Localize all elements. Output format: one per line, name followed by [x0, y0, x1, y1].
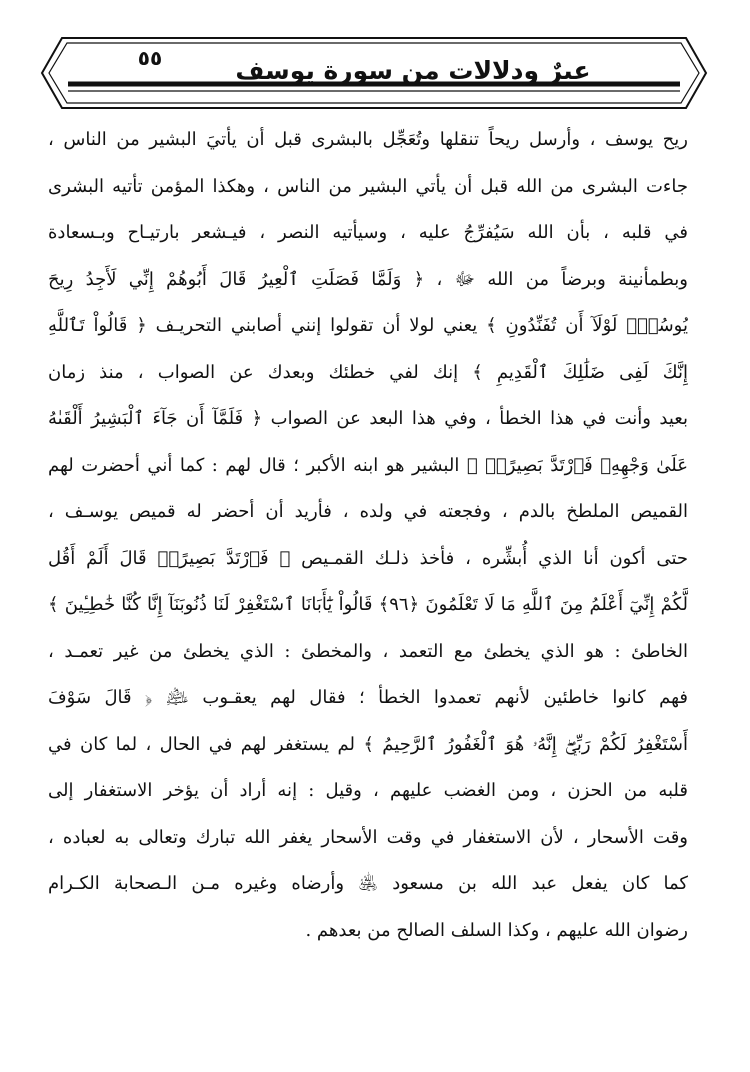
running-title: عبرٌ ودلالات من سورة يوسف	[235, 56, 591, 85]
text-line: يُوسُفَۖ لَوْلَآ أَن تُفَنِّدُونِ ﴾ يعني لولا أن تقولوا إنني أصابني التحريـف ﴿ قَالُواْ تَٱللَّهِ	[48, 315, 688, 336]
text-line: بعيد وأنت في هذا الخطأ ، وفي هذا البعد عن الصواب ﴿ فَلَمَّآ أَن جَآءَ ٱلْبَشِيرُ أَلْقَىٰهُ	[48, 408, 688, 429]
text-line: فهم كانوا خاطئين لأنهم تعمدوا الخطأ ؛ فقال لهم يعقـوب ﵇ ﴿ قَالَ سَوْفَ	[48, 687, 688, 708]
text-line: كما كان يفعل عبد الله بن مسعود ﵁ وأرضاه وغيره مـن الـصحابة الكـرام	[48, 873, 688, 894]
text-line: وقت الأسحار ، لأن الاستغفار في وقت الأسحار يغفر الله تبارك وتعالى به لعباده ،	[48, 826, 688, 848]
text-line: القميص الملطخ بالدم ، وفجعته في ولده ، فأريد أن أحضر له قميص يوسـف ،	[48, 501, 688, 522]
text-line: قلبه من الحزن ، ومن الغضب عليهم ، وقيل : إنه أراد أن يؤخر الاستغفار إلى	[48, 780, 688, 801]
text-line: وبطمأنينة وبرضاً من الله ﷻ ، ﴿ وَلَمَّا فَصَلَتِ ٱلْعِيرُ قَالَ أَبُوهُمْ إِنِّي لَأَجِدُ رِيحَ	[48, 268, 688, 290]
body-text	[48, 117, 688, 954]
text-line: رضوان الله عليهم ، وكذا السلف الصالح من بعدهم .	[305, 919, 688, 941]
text-line: أَسْتَغْفِرُ لَكُمْ رَبِّيٓۖ إِنَّهُۥ هُوَ ٱلْغَفُورُ ٱلرَّحِيمُ ﴾ لم يستغفر لهم في الحال ، لما كان في	[48, 733, 688, 755]
page-number: ٥٥	[137, 46, 163, 70]
text-line: لَّكُمْ إِنِّيٓ أَعْلَمُ مِنَ ٱللَّهِ مَا لَا تَعْلَمُونَ ﴿٩٦﴾ قَالُواْ يَٰٓأَبَانَا ٱسْتَغْفِرْ لَنَا ذُنُوبَنَآ إِنَّا كُنَّا خَٰطِـِٔينَ ﴾	[48, 594, 688, 615]
text-line: عَلَىٰ وَجْهِهِۦ فَٱرْتَدَّ بَصِيرًاۖ ﴾ البشير هو ابنه الأكبر ؛ قال لهم : كما أني أحضرت لهم	[48, 454, 688, 476]
text-line: في قلبه ، بأن الله سَيُفرِّجُ عليه ، وسيأتيه النصر ، فيـشعر بارتيـاح وبـسعادة	[48, 222, 688, 243]
text-line: الخاطئ : هو الذي يخطئ مع التعمد ، والمخطئ : الذي يخطئ من غير تعمـد ،	[48, 640, 688, 662]
text-line: جاءت البشرى من الله قبل أن يأتي البشير من الناس ، وهكذا المؤمن تأتيه البشرى	[48, 175, 688, 197]
text-line: إِنَّكَ لَفِى ضَلَٰلِكَ ٱلْقَدِيمِ ﴾ إنك لفي خطئك وبعدك عن الصواب ، منذ زمان	[48, 361, 688, 383]
page-header	[40, 36, 708, 110]
text-line: ريح يوسف ، وأرسل ريحاً تنقلها وتُعَجِّل بالبشرى قبل أن يأتيَ البشير من الناس ،	[48, 129, 688, 150]
text-line: حتى أكون أنا الذي أُبشِّره ، فأخذ ذلـك القمـيص ﴿ فَٱرْتَدَّ بَصِيرًاۖ قَالَ أَلَمْ أَقُل	[48, 547, 688, 569]
